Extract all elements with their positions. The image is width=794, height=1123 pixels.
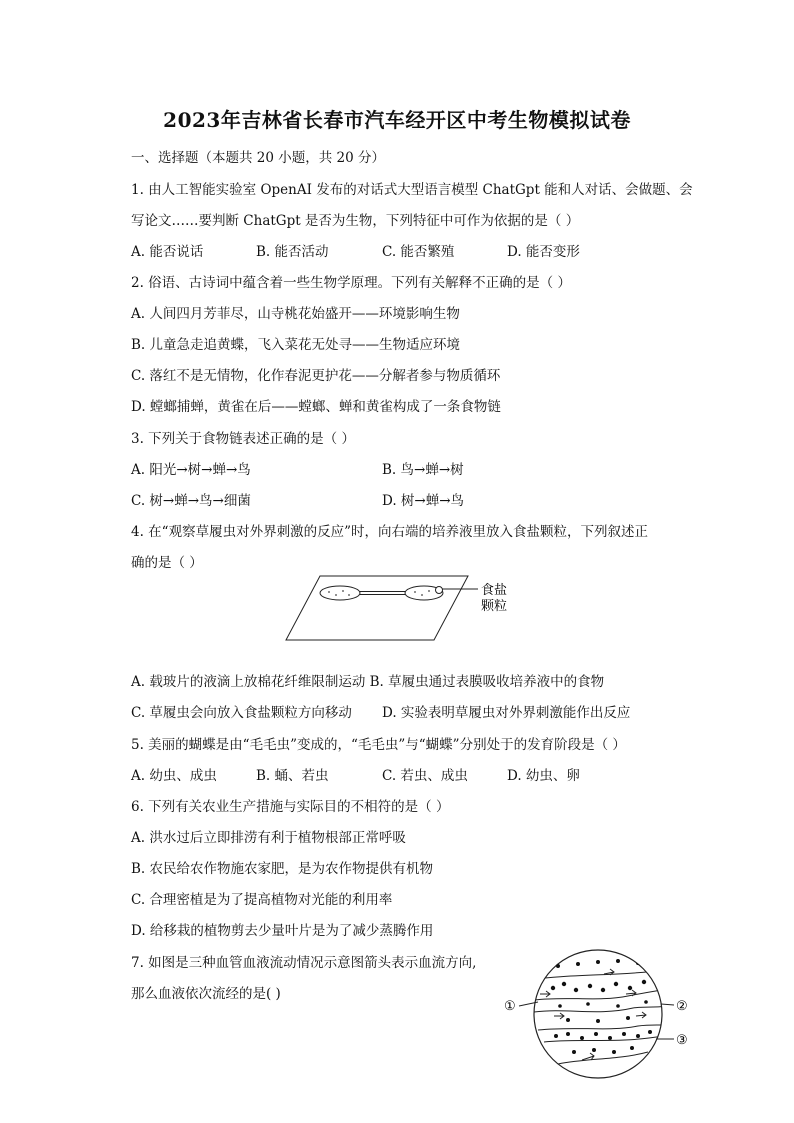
question-4-stem-line1: 4. 在“观察草履虫对外界刺激的反应”时，向右端的培养液里放入食盐颗粒，下列叙述正 — [131, 524, 648, 540]
question-1-stem-line1: 1. 由人工智能实验室 OpenAI 发布的对话式大型语言模型 ChatGpt 能和人对话、会做题、会 — [131, 182, 693, 198]
question-4-option-a: A. 载玻片的液滴上放棉花纤维限制运动 — [131, 674, 366, 690]
question-3-option-b: B. 鸟→蝉→树 — [382, 462, 464, 478]
label-2-pointer — [661, 1004, 674, 1005]
question-1-option-a: A. 能否说话 — [131, 244, 204, 260]
vessel-label-2: ② — [676, 999, 688, 1014]
salt-label-line1: 食盐 — [481, 583, 508, 598]
question-2-option-d: D. 螳螂捕蝉，黄雀在后——螳螂、蝉和黄雀构成了一条食物链 — [131, 399, 501, 415]
question-1-stem-line2: 写论文……要判断 ChatGpt 是否为生物，下列特征中可作为依据的是（ ） — [131, 213, 580, 229]
question-6-option-b: B. 农民给农作物施农家肥，是为农作物提供有机物 — [131, 861, 434, 877]
question-5-option-d: D. 幼虫、卵 — [507, 768, 580, 784]
question-6-option-d: D. 给移栽的植物剪去少量叶片是为了减少蒸腾作用 — [131, 923, 434, 939]
question-3-option-d: D. 树→蝉→鸟 — [382, 493, 465, 509]
question-1-option-c: C. 能否繁殖 — [382, 244, 455, 260]
question-4-options-row1 — [131, 670, 604, 690]
salt-grain — [436, 587, 443, 594]
question-2-option-b: B. 儿童急走追黄蝶，飞入菜花无处寻——生物适应环境 — [131, 337, 461, 353]
exam-title: 2023年吉林省长春市汽车经开区中考生物模拟试卷 — [163, 108, 631, 132]
question-5-option-a: A. 幼虫、成虫 — [131, 768, 217, 784]
question-4-option-c: C. 草履虫会向放入食盐颗粒方向移动 — [131, 705, 352, 721]
question-2-option-a: A. 人间四月芳菲尽，山寺桃花始盛开——环境影响生物 — [131, 306, 460, 322]
question-1-option-d: D. 能否变形 — [507, 244, 580, 260]
question-4-option-b: B. 草履虫通过表膜吸收培养液中的食物 — [369, 674, 605, 690]
salt-label-line2: 颗粒 — [481, 599, 508, 614]
question-4-stem-line2: 确的是（ ） — [131, 555, 203, 571]
question-4-option-d: D. 实验表明草履虫对外界刺激能作出反应 — [382, 705, 631, 721]
blood-vessel-figure — [498, 946, 698, 1082]
question-1-option-b: B. 能否活动 — [256, 244, 329, 260]
question-5-option-b: B. 蛹、若虫 — [256, 768, 329, 784]
vessel-label-1: ① — [504, 999, 516, 1014]
glass-slide — [286, 576, 468, 640]
question-7-stem-line1: 7. 如图是三种血管血液流动情况示意图箭头表示血流方向, — [131, 955, 477, 971]
question-5-option-c: C. 若虫、成虫 — [382, 768, 468, 784]
question-6-option-c: C. 合理密植是为了提高植物对光能的利用率 — [131, 892, 393, 908]
question-5-stem: 5. 美丽的蝴蝶是由“毛毛虫”变成的，“毛毛虫”与“蝴蝶”分别处于的发育阶段是（ ） — [131, 737, 626, 753]
question-7-stem-line2: 那么血液依次流经的是( ) — [131, 986, 281, 1002]
question-3-stem: 3. 下列关于食物链表述正确的是（ ） — [131, 431, 355, 447]
question-6-stem: 6. 下列有关农业生产措施与实际目的不相符的是（ ） — [131, 799, 450, 815]
paramecium-slide-figure — [282, 568, 522, 648]
left-culture-drop — [320, 586, 360, 600]
question-3-option-a: A. 阳光→树→蝉→鸟 — [131, 462, 251, 478]
section-heading: 一、选择题（本题共 20 小题，共 20 分） — [131, 150, 386, 166]
question-6-option-a: A. 洪水过后立即排涝有利于植物根部正常呼吸 — [131, 830, 406, 846]
vessel-label-3: ③ — [676, 1033, 688, 1048]
question-3-option-c: C. 树→蝉→鸟→细菌 — [131, 493, 251, 509]
question-2-stem: 2. 俗语、古诗词中蕴含着一些生物学原理。下列有关解释不正确的是（ ） — [131, 275, 571, 291]
question-2-option-c: C. 落红不是无情物，化作春泥更护花——分解者参与物质循环 — [131, 368, 501, 384]
